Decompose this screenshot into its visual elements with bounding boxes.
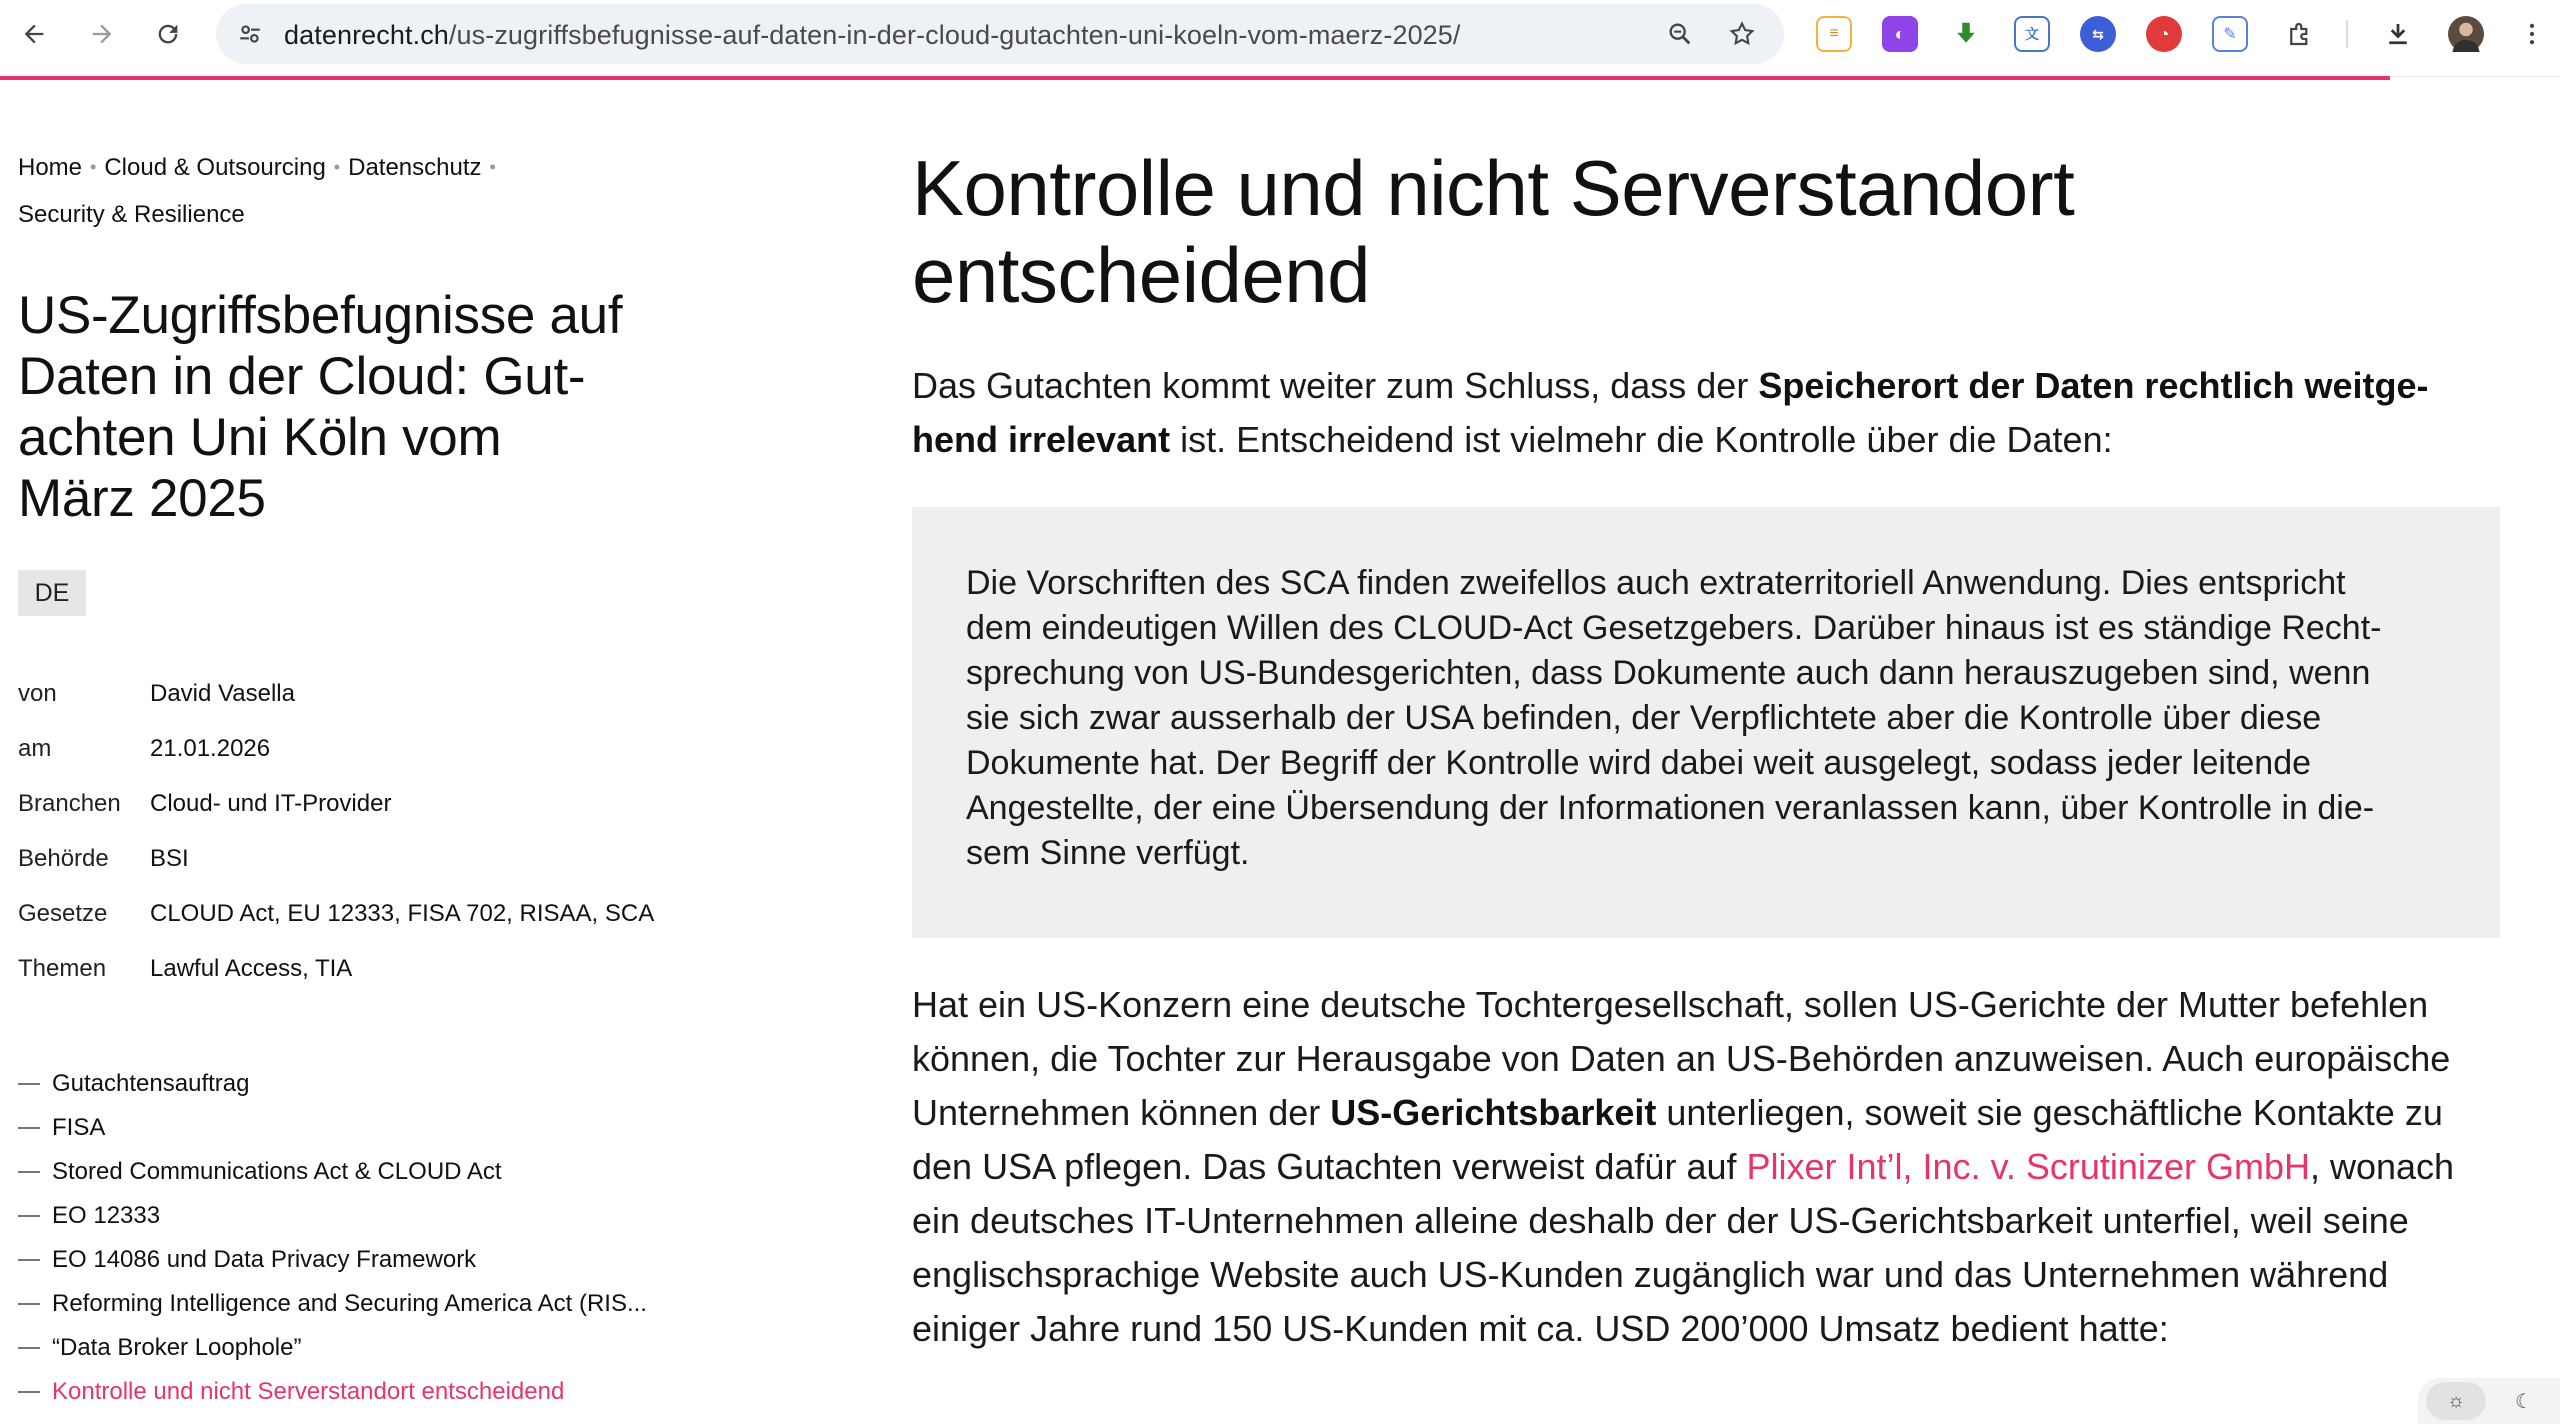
article-title-line: US-Zugriffsbefugnisse auf <box>18 286 623 345</box>
toc-dash-icon <box>18 1215 40 1217</box>
toc-item-eo-14086[interactable] <box>18 1238 738 1282</box>
toc-item-label: EO 14086 und Data Privacy Framework <box>52 1246 477 1273</box>
meta-value-behoerde[interactable]: BSI <box>150 845 189 872</box>
meta-key: Behörde <box>18 845 109 872</box>
breadcrumb-separator: • <box>90 157 97 177</box>
meta-row-date <box>18 725 738 780</box>
breadcrumb-separator: • <box>333 157 341 177</box>
toc-dash-icon <box>18 1303 40 1305</box>
toc-item-data-broker-loophole[interactable] <box>18 1326 738 1370</box>
meta-value-gesetze[interactable]: CLOUD Act, EU 12333, FISA 702, RISAA, SCA <box>150 900 655 927</box>
article-title-line: Daten in der Cloud: Gut- <box>18 347 586 406</box>
bold-text-run: Speicherort der Daten rechtlich weitgehend irrelevant <box>912 365 2429 460</box>
article-title-line: achten Uni Köln vom <box>18 408 502 467</box>
extension-translate-icon[interactable]: 文 <box>2014 16 2050 52</box>
article-title-line: März 2025 <box>18 469 266 528</box>
zoom-icon[interactable] <box>1662 16 1698 52</box>
article-title <box>18 285 698 529</box>
toc-item-label: Gutachtensauftrag <box>52 1070 250 1097</box>
moon-icon[interactable]: ☾ <box>2515 1390 2533 1413</box>
article-meta <box>18 670 738 1000</box>
toc-item-label: Stored Communications Act & CLOUD Act <box>52 1158 502 1185</box>
bold-text-run: US-Gerichtsbarkeit <box>1330 1092 1657 1133</box>
toc-item-label: Kontrolle und nicht Serverstandort entscheidend <box>52 1378 565 1405</box>
article-body <box>912 145 2500 1356</box>
toc-dash-icon <box>18 1347 40 1349</box>
meta-value-branchen[interactable]: Cloud- und IT-Provider <box>150 790 392 817</box>
breadcrumb-separator: • <box>489 157 496 177</box>
meta-row-themen <box>18 945 738 1000</box>
meta-key: Branchen <box>18 790 121 817</box>
meta-value-author[interactable]: David Vasella <box>150 680 295 707</box>
reading-progress-bar <box>0 76 2390 80</box>
address-bar[interactable] <box>216 4 1784 64</box>
section-heading-line: entscheidend <box>912 231 1371 319</box>
paragraph-us-konzern <box>912 978 2500 1356</box>
breadcrumb-datenschutz[interactable]: Datenschutz <box>348 154 482 181</box>
meta-key: Gesetze <box>18 900 108 927</box>
back-arrow-icon[interactable] <box>14 14 54 54</box>
plixer-case-link[interactable]: Plixer Int’l, Inc. v. Scrutinizer GmbH <box>1746 1146 2310 1187</box>
meta-key: von <box>18 680 57 707</box>
site-info-icon[interactable] <box>230 14 270 54</box>
text-run: Das Gutachten kommt weiter zum Schluss, dass der <box>912 365 1759 406</box>
toc-item-label: EO 12333 <box>52 1202 161 1229</box>
meta-row-branchen <box>18 780 738 835</box>
breadcrumb-cloud-outsourcing[interactable]: Cloud & Outsourcing <box>104 154 326 181</box>
breadcrumb <box>18 145 578 238</box>
text-run: ist. Entscheidend ist vielmehr die Kontrolle über die Daten: <box>1170 419 2113 460</box>
toolbar-divider <box>2346 20 2348 48</box>
extension-red-circle-icon[interactable]: ◔ <box>2146 16 2182 52</box>
extension-notes-icon[interactable]: ≡ <box>1816 16 1852 52</box>
paragraph-intro <box>912 359 2500 467</box>
section-heading-line: Kontrolle und nicht Serverstandort <box>912 144 2075 232</box>
toc-item-risaa[interactable] <box>18 1282 738 1326</box>
extensions-puzzle-icon[interactable] <box>2282 16 2318 52</box>
section-heading <box>912 145 2500 319</box>
browser-toolbar <box>0 0 2560 77</box>
toc-item-gutachtensauftrag[interactable] <box>18 1062 738 1106</box>
breadcrumb-home[interactable]: Home <box>18 154 83 181</box>
extension-purple-icon[interactable]: ◐ <box>1882 16 1918 52</box>
table-of-contents <box>18 1062 738 1414</box>
bookmark-star-icon[interactable] <box>1724 16 1760 52</box>
theme-toggle <box>2418 1378 2560 1424</box>
meta-row-behoerde <box>18 835 738 890</box>
meta-value-date: 21.01.2026 <box>150 735 271 762</box>
meta-row-gesetze <box>18 890 738 945</box>
quote-block: Die Vorschriften des SCA finden zweifellos auch extraterritoriell Anwendung. Dies entspricht dem eindeutigen Willen des CLOUD-Act Gesetzgebers. Darüber hinaus ist es ständige Rechtsprechung von US-Bundesgerichten, dass Dokumente auch dann herauszugeben sind, wenn sie sich zwar ausserhalb der USA befinden, der Verpflichtete aber die Kontrolle über diese Dokumente hat. Der Begriff der Kontrolle wird dabei weit ausgelegt, sodass jeder leitende Angestellte, der eine Übersendung der Informationen veranlassen kann, über Kontrolle in diesem Sinne verfügt. <box>912 507 2500 938</box>
download-icon[interactable] <box>2380 16 2416 52</box>
extension-blue-circle-icon[interactable]: ⇆ <box>2080 16 2116 52</box>
text-run: unterliegen, soweit sie geschäftliche Kontakte zu den USA pflegen. Das Gutachten verweist dafür auf <box>912 1092 2443 1187</box>
toc-item-kontrolle-active[interactable] <box>18 1370 738 1414</box>
toc-item-fisa[interactable] <box>18 1106 738 1150</box>
url-host: datenrecht.ch <box>284 20 449 50</box>
toc-dash-icon <box>18 1391 40 1393</box>
url-text[interactable] <box>284 20 1461 51</box>
breadcrumb-security-resilience[interactable]: Security & Resilience <box>18 201 245 228</box>
meta-key: am <box>18 735 52 762</box>
meta-row-author <box>18 670 738 725</box>
toc-item-sca-cloud-act[interactable] <box>18 1150 738 1194</box>
toc-item-label: FISA <box>52 1114 106 1141</box>
url-path: /us-zugriffsbefugnisse-auf-daten-in-der-cloud-gutachten-uni-koeln-vom-maerz-2025/ <box>448 20 1461 50</box>
extension-download-arrow-icon[interactable] <box>1948 16 1984 52</box>
toc-item-label: “Data Broker Loophole” <box>52 1334 302 1361</box>
toc-dash-icon <box>18 1127 40 1129</box>
language-badge[interactable]: DE <box>18 570 86 616</box>
toc-dash-icon <box>18 1171 40 1173</box>
meta-key: Themen <box>18 955 107 982</box>
reload-icon[interactable] <box>148 14 188 54</box>
toc-item-eo-12333[interactable] <box>18 1194 738 1238</box>
sun-icon[interactable]: ☼ <box>2426 1382 2486 1420</box>
more-menu-icon[interactable] <box>2514 16 2550 52</box>
toc-dash-icon <box>18 1083 40 1085</box>
profile-avatar[interactable] <box>2448 16 2484 52</box>
forward-arrow-icon[interactable] <box>82 14 122 54</box>
text-run: , wonach ein deutsches IT-Unternehmen alleine deshalb der der US-Gerichtsbarkeit unterfiel, weil seine englischsprachige Website auch US-Kunden zugänglich war und das Unternehmen während einiger Jahre rund 150 US-Kunden mit ca. USD 200’000 Umsatz bedient hatte: <box>912 1146 2455 1349</box>
toc-item-label: Reforming Intelligence and Securing America Act (RIS... <box>52 1290 647 1317</box>
toc-dash-icon <box>18 1259 40 1261</box>
text-run: Hat ein US-Konzern eine deutsche Tochtergesellschaft, sollen US-Gerichte der Mutter befehlen können, die Tochter zur Herausgabe von Daten an US-Behörden anzuweisen. Auch europäische Unternehmen können der <box>912 984 2451 1133</box>
meta-value-themen[interactable]: Lawful Access, TIA <box>150 955 353 982</box>
extension-edit-icon[interactable]: ✎ <box>2212 16 2248 52</box>
